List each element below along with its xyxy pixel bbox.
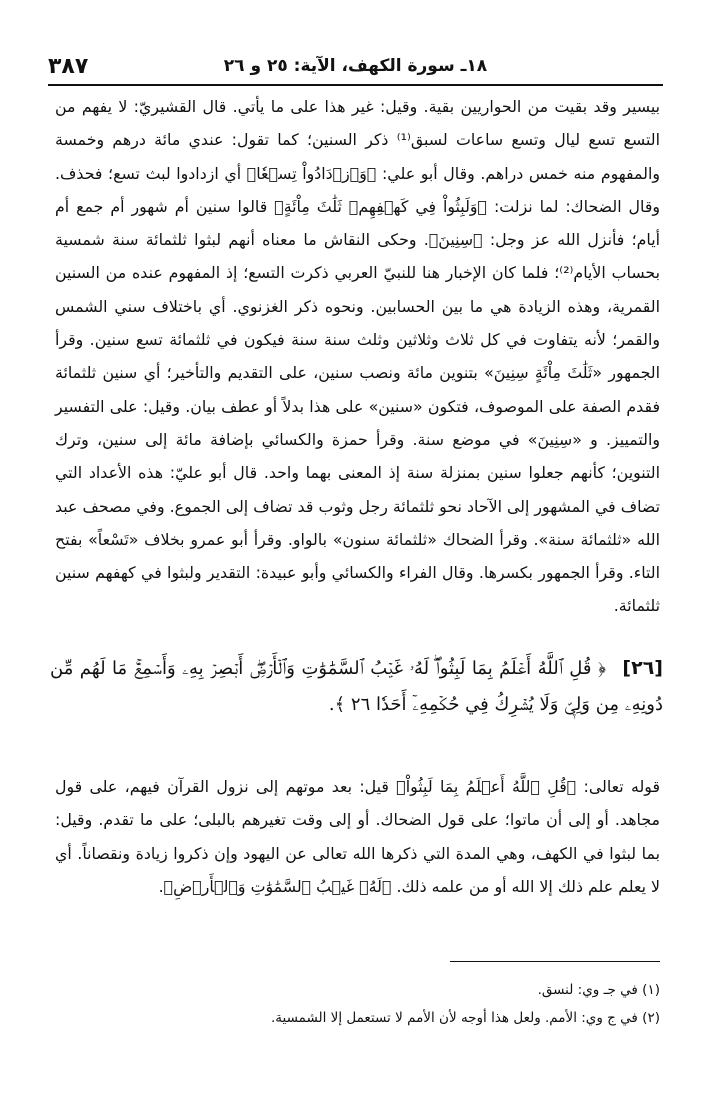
page-number: ٣٨٧ [48, 54, 89, 79]
running-title: ١٨ـ سورة الكهف، الآية: ٢٥ و ٢٦ [223, 56, 488, 76]
commentary-paragraph-1: بيسير وقد بقيت من الحواريين بقية. وقيل: غير هذا على ما يأتي. قال القشيريّ: لا يفهم من التسع تسع ليال وتسع ساعات لسبق⁽¹⁾ ذكر السنين؛ كما تقول: عندي مائة درهم وخمسة والمفهوم منه خمس دراهم. وقال أبو علي: ﴿وَٱزۡدَادُواْ تِسۡعٗا﴾ أي ازدادوا لبث تسع؛ فحذف. وقال الضحاك: لما نزلت: ﴿وَلَبِثُواْ فِي كَهۡفِهِمۡ ثَلَٰثَ مِاْئَةٍ﴾ قالوا سنين أم شهور أم جمع أم أيام؛ فأنزل الله عز وجل: ﴿سِنِينَ﴾. وحكى النقاش ما معناه أنهم لبثوا ثلثمائة سنة شمسية بحساب الأيام⁽²⁾؛ فلما كان الإخبار هنا للنبيّ العربي ذكرت التسع؛ إذ المفهوم عنده من السنين القمرية، وهذه الزيادة هي ما بين الحسابين. ونحوه ذكر الغزنوي. أي باختلاف سني الشمس والقمر؛ لأنه يتفاوت في كل ثلاث وثلاثين وثلث سنة سنة فيكون في ثلثمائة تسع سنين. وقرأ الجمهور «ثَلَٰثَ مِاْئَةٍ سِنِينَ» بتنوين مائة ونصب سنين، على التقديم والتأخير؛ أي سنين ثلثمائة فقدم الصفة على الموصوف، فتكون «سنين» على هذا بدلاً أو عطف بيان. وقيل: على التفسير والتمييز. و «سِنِينَ» في موضع سنة. وقرأ حمزة والكسائي بإضافة مائة إلى سنين، وترك التنوين؛ كأنهم جعلوا سنين بمنزلة سنة إذ المعنى بهما واحد. قال أبو عليّ: هذه الأعداد التي تضاف في المشهور إلى الآحاد نحو ثلثمائة رجل وثوب قد تضاف إلى الجموع. وفي مصحف عبد الله «ثلثمائة سنة». وقرأ الضحاك «ثلثمائة سنون» بالواو. وقرأ أبو عمرو بخلاف «تَسْعاً» بفتح التاء. وقرأ الجمهور بكسرها. وقال الفراء والكسائي وأبو عبيدة: التقدير ولبثوا في كهفهم سنين ثلثمائة. [55, 97, 660, 616]
verse-text: ﴿ قُلِ ٱللَّهُ أَعۡلَمُ بِمَا لَبِثُواْۖ لَهُۥ غَيۡبُ ٱلسَّمَٰوَٰتِ وَٱلۡأَرۡضِۖ أَبۡصِرۡ بِهِۦ وَأَسۡمِعۡۚ مَا لَهُم مِّن دُونِهِۦ مِن وَلِيّٖ وَلَا يُشۡرِكُ فِي حُكۡمِهِۦٓ أَحَدٗا ٢٦ ﴾. [50, 658, 663, 715]
footnote-1: (١) في جـ وي: لنسق. [537, 982, 660, 998]
quran-verse-block [50, 650, 663, 723]
commentary-paragraph-2: قوله تعالى: ﴿قُلِ ٱللَّهُ أَعۡلَمُ بِمَا لَبِثُواْ﴾ قيل: بعد موتهم إلى نزول القرآن فيهم، على قول مجاهد. أو إلى أن ماتوا؛ على قول الضحاك. أو إلى وقت تغيرهم بالبلى؛ على ما تقدم. وقيل: بما لبثوا في الكهف، وهي المدة التي ذكرها الله تعالى عن اليهود وإن ذكروا زيادة ونقصاناً. أي لا يعلم علم ذلك إلا الله أو من علمه ذلك. ﴿لَهُۥ غَيۡبُ ٱلسَّمَٰوَٰتِ وَٱلۡأَرۡضِ﴾. [55, 777, 660, 896]
header-rule [48, 84, 663, 86]
page-header [48, 52, 663, 86]
footnotes [55, 976, 660, 1032]
footnote-rule [450, 961, 660, 962]
verse-number: [٢٦] [622, 657, 663, 679]
footnote-2: (٢) في ج وي: الأمم. ولعل هذا أوجه لأن الأمم لا تستعمل إلا الشمسية. [271, 1010, 660, 1026]
